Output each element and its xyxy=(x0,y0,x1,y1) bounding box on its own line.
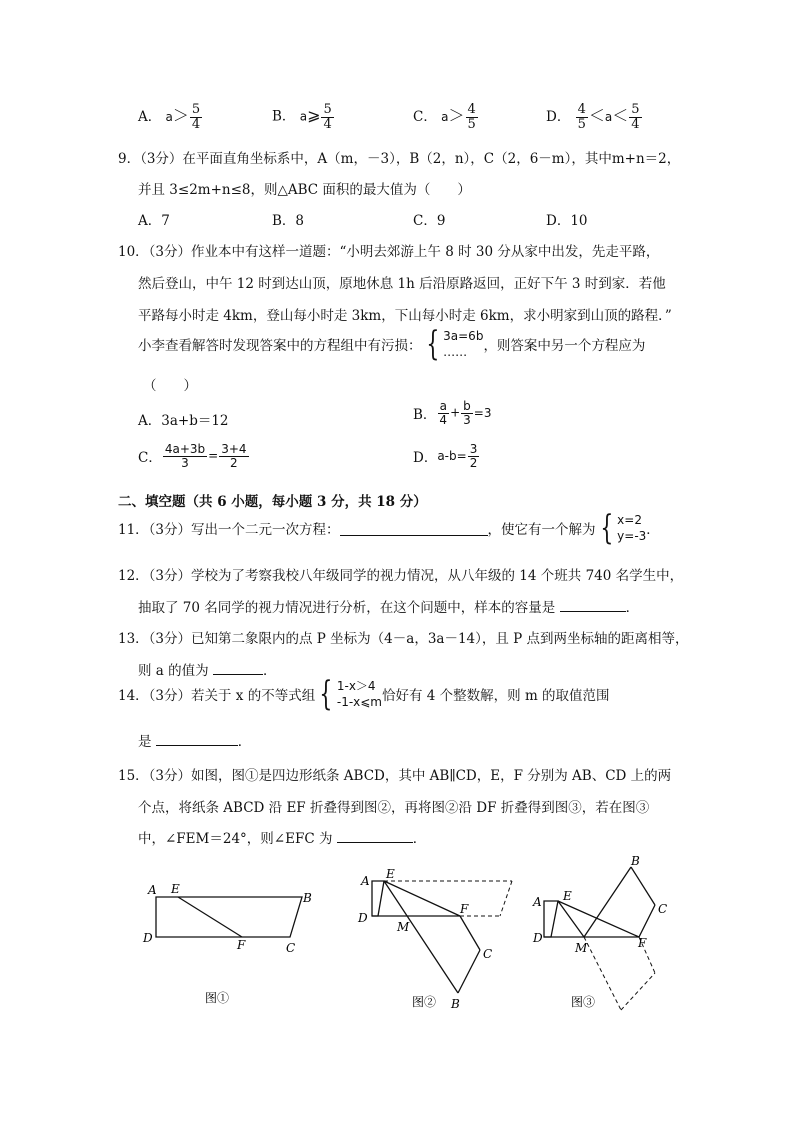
label-e: E xyxy=(171,882,180,896)
q10-line2: 然后登山，中午 12 时到达山顶，原地休息 1h 后沿原路返回，正好下午 3 时到家．若他 xyxy=(138,276,666,292)
figure-caption: 图① xyxy=(205,991,230,1005)
answer-blank[interactable] xyxy=(560,597,626,612)
q10-option-b: B． $\frac{a}{4}$ + $\frac{b}{3}$ =3 xyxy=(413,399,492,427)
svg-text:B: B xyxy=(451,997,460,1011)
q10-line1: 10．（3分）作业本中有这样一道题：“小明去郊游上午 8 时 30 分从家中出发，先走平路， xyxy=(118,244,660,260)
svg-text:D: D xyxy=(533,931,543,945)
equation-system: { x=2 y=-3 xyxy=(599,508,647,548)
q12-line2: 抽取了 70 名同学的视力情况进行分析，在这个问题中，样本的容量是 ． xyxy=(138,596,639,616)
fraction: $\frac{5}{4}$ xyxy=(631,102,640,132)
q9-option-b: B．8 xyxy=(272,213,305,229)
svg-text:图②: 图② xyxy=(412,995,437,1009)
figure-3 xyxy=(525,855,685,1020)
q14-line2: 是 ． xyxy=(138,730,251,750)
answer-blank[interactable] xyxy=(340,521,488,536)
svg-text:图③: 图③ xyxy=(571,995,596,1009)
figure-2 xyxy=(350,860,520,1020)
q9-line2: 并且 3≤2m+n≤8，则△ABC 面积的最大值为（ ） xyxy=(138,182,471,198)
q10-option-c: C． $\frac{4a+3b}{3}$ = $\frac{3+4}{2}$ xyxy=(138,442,247,470)
q9-option-a: A．7 xyxy=(138,213,170,229)
svg-text:B: B xyxy=(631,855,640,868)
q15-line3: 中，∠FEM＝24°，则∠EFC 为 ． xyxy=(138,827,426,847)
crease-ef xyxy=(178,897,242,937)
inequality-system: { 1-x＞4 -1-x⩽m xyxy=(319,674,382,714)
section-title: 二、填空题（共 6 小题，每小题 3 分，共 18 分） xyxy=(118,494,427,510)
svg-text:C: C xyxy=(483,947,493,961)
svg-text:M: M xyxy=(575,941,588,955)
svg-text:M: M xyxy=(397,920,410,934)
q9-option-c: C．9 xyxy=(413,213,446,229)
q10-option-a: A．3a+b＝12 xyxy=(138,413,229,429)
figure-1 xyxy=(140,870,320,1020)
q10-line5: （ ） xyxy=(143,378,197,394)
svg-text:E: E xyxy=(386,867,395,881)
label-a: A xyxy=(148,883,157,897)
svg-text:C: C xyxy=(658,902,668,916)
svg-text:F: F xyxy=(460,902,469,916)
fraction: $\frac{4}{5}$ xyxy=(577,102,586,132)
q8-option-d: D． $\frac{4}{5}$ ＜a＜ $\frac{5}{4}$ xyxy=(546,102,640,132)
q9-option-d: D．10 xyxy=(546,213,588,229)
svg-text:E: E xyxy=(563,889,572,903)
q10-line3: 平路每小时走 4km，登山每小时走 3km，下山每小时走 6km，求小明家到山顶的路程．” xyxy=(138,308,672,324)
q14-line1: 14．（3分）若关于 x 的不等式组 { 1-x＞4 -1-x⩽m 恰好有 4 个整数解，则 m 的取值范围 xyxy=(118,674,610,714)
answer-blank[interactable] xyxy=(213,660,263,675)
q13-line2: 则 a 的值为 ． xyxy=(138,659,276,679)
label-c: C xyxy=(286,941,296,955)
fraction: $\frac{5}{4}$ xyxy=(323,102,332,132)
q10-line4: 小李查看解答时发现答案中的方程组中有污损： { 3a=6b …… ，则答案中另一个方程应为 xyxy=(138,324,646,364)
q11-line: 11．（3分）写出一个二元一次方程： ，使它有一个解为 { x=2 y=-3 ． xyxy=(118,508,660,548)
svg-text:D: D xyxy=(358,911,368,925)
fraction: $\frac{4}{5}$ xyxy=(467,102,476,132)
q8-option-a: A． a＞ $\frac{5}{4}$ xyxy=(138,102,201,132)
answer-blank[interactable] xyxy=(337,828,413,843)
strip-left xyxy=(372,881,384,916)
q12-line1: 12．（3分）学校为了考察我校八年级同学的视力情况，从八年级的 14 个班共 740 名学生中， xyxy=(118,568,684,584)
label-d: D xyxy=(143,931,153,945)
svg-text:A: A xyxy=(361,874,370,888)
equation-system: { 3a=6b …… xyxy=(425,324,484,364)
q13-line1: 13．（3分）已知第二象限内的点 P 坐标为（4－a，3a－14），且 P 点到两坐标轴的距离相等， xyxy=(118,631,689,647)
answer-blank[interactable] xyxy=(156,731,238,746)
strip-abcd xyxy=(156,897,302,937)
fraction: $\frac{5}{4}$ xyxy=(191,102,201,132)
svg-text:F: F xyxy=(638,936,647,950)
q8-option-b: B． a⩾ $\frac{5}{4}$ xyxy=(272,102,332,132)
q15-line2: 个点，将纸条 ABCD 沿 EF 折叠得到图②，再将图②沿 DF 折叠得到图③，若在图③ xyxy=(138,800,650,816)
svg-text:A: A xyxy=(533,895,542,909)
label-b: B xyxy=(303,891,312,905)
q8-option-c: C． a＞ $\frac{4}{5}$ xyxy=(413,102,476,132)
q10-option-d: D．a-b= $\frac{3}{2}$ xyxy=(413,442,478,470)
label-f: F xyxy=(237,938,246,952)
q9-line1: 9．（3分）在平面直角坐标系中，A（m，－3），B（2，n），C（2，6－m），其中m+n＝2， xyxy=(118,151,681,167)
q15-line1: 15．（3分）如图，图①是四边形纸条 ABCD，其中 AB∥CD，E，F 分别为 AB、CD 上的两 xyxy=(118,768,672,784)
